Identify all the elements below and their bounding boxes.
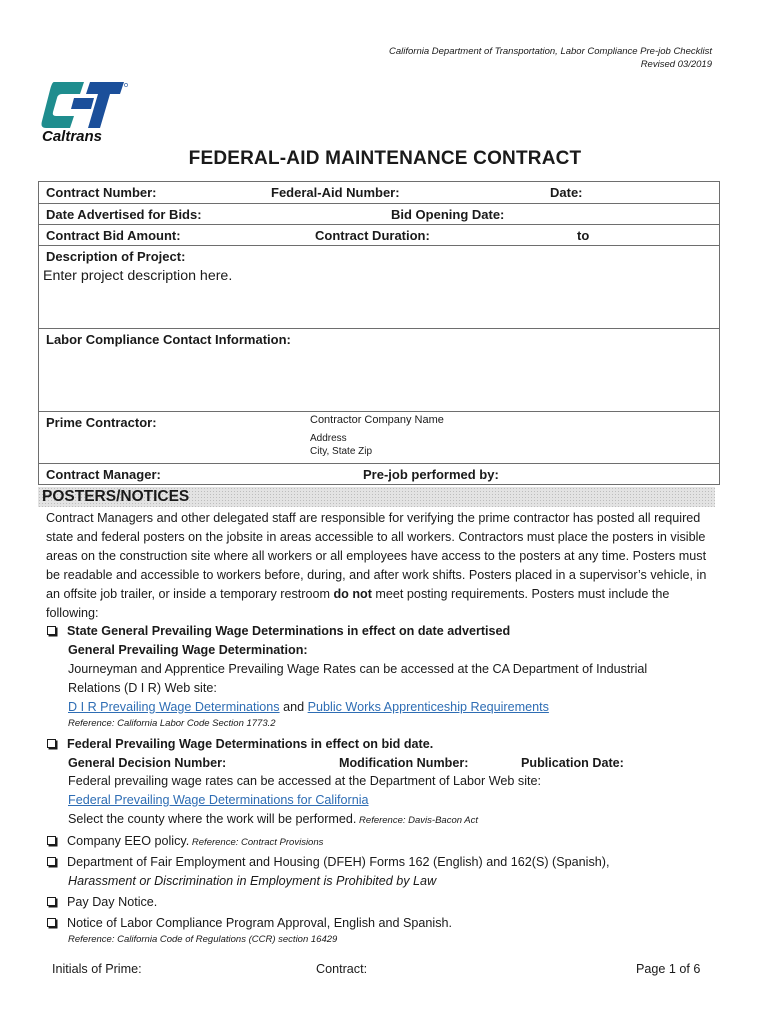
contract-bid-amount-label: Contract Bid Amount: (46, 228, 181, 243)
state-wage-title: State General Prevailing Wage Determinations in effect on date advertised (67, 624, 511, 638)
footer-contract: Contract: (316, 962, 368, 976)
row-date-advertised (39, 203, 719, 224)
caltrans-wordmark: Caltrans (42, 128, 103, 145)
intro-emphasis: do not (333, 587, 372, 601)
row-description (39, 245, 719, 328)
payday-text: Pay Day Notice. (67, 895, 158, 909)
contract-number-label: Contract Number: (46, 185, 157, 200)
contract-info-table (38, 181, 720, 485)
checkbox-dfeh[interactable] (47, 857, 56, 866)
state-wage-subtitle: General Prevailing Wage Determination: (68, 643, 308, 657)
state-wage-reference: Reference: California Labor Code Section 1773.2 (68, 718, 276, 729)
federal-wage-text-1: Federal prevailing wage rates can be accessed at the Department of Labor Web site: (68, 774, 541, 788)
row-prime-contractor (39, 411, 719, 463)
description-label: Description of Project: (46, 249, 186, 264)
date-label: Date: (550, 185, 583, 200)
header-revised: Revised 03/2019 (640, 59, 712, 70)
contract-duration-label: Contract Duration: (315, 228, 430, 243)
federal-aid-number-label: Federal-Aid Number: (271, 185, 400, 200)
davis-bacon-reference: Reference: Davis-Bacon Act (356, 815, 479, 826)
checkbox-federal-wage[interactable] (47, 739, 56, 748)
checkbox-payday[interactable] (47, 897, 56, 906)
date-advertised-label: Date Advertised for Bids: (46, 207, 202, 222)
dfeh-italic-text: Harassment or Discrimination in Employment is Prohibited by Law (68, 874, 437, 888)
links-and-text: and (279, 700, 308, 714)
contractor-company-name[interactable]: Contractor Company Name (310, 414, 444, 426)
row-contract-manager (39, 463, 719, 484)
checkbox-state-wage[interactable] (47, 626, 56, 635)
footer-page-number: Page 1 of 6 (636, 962, 701, 976)
footer-initials-of-prime: Initials of Prime: (52, 962, 142, 976)
eeo-item (67, 832, 323, 852)
prejob-performed-by-label: Pre-job performed by: (363, 467, 499, 482)
intro-text-end: meet posting requirements. Posters must include the following: (46, 587, 670, 620)
federal-wage-title: Federal Prevailing Wage Determinations in effect on bid date. (67, 737, 434, 751)
federal-wage-determinations-link[interactable]: Federal Prevailing Wage Determinations for California (68, 793, 369, 807)
general-decision-number-label: General Decision Number: (68, 756, 227, 770)
bid-opening-date-label: Bid Opening Date: (391, 207, 505, 222)
dfeh-text: Department of Fair Employment and Housing (DFEH) Forms 162 (English) and 162(S) (Spanish), (67, 855, 610, 869)
intro-text: Contract Managers and other delegated staff are responsible for verifying the prime contractor has posted all required state and federal posters on the jobsite in areas accessible to all workers. Contractors must place the posters in visible areas on the construction site where all workers or all employees have access to the posters at any time. Posters must be readable and accessible to workers before, during, and after work shifts. Posters placed in a supervisor’s vehicle, in an offsite job trailer, or inside a temporary restroom (46, 511, 707, 601)
eeo-reference: Reference: Contract Provisions (189, 837, 324, 848)
federal-wage-text-2 (68, 810, 478, 830)
contractor-city-state-zip[interactable]: City, State Zip (310, 446, 373, 457)
lcp-reference: Reference: California Code of Regulations (CCR) section 16429 (68, 934, 338, 945)
checkbox-lcp[interactable] (47, 918, 56, 927)
labor-contact-label: Labor Compliance Contact Information: (46, 332, 291, 347)
checkbox-eeo[interactable] (47, 836, 56, 845)
caltrans-logo (40, 76, 132, 148)
row-labor-contact (39, 328, 719, 411)
row-contract-number (39, 182, 719, 203)
state-wage-text-2: Relations (D I R) Web site: (68, 681, 217, 695)
duration-to-label: to (577, 228, 590, 243)
description-input[interactable]: Enter project description here. (43, 268, 233, 284)
prime-contractor-label: Prime Contractor: (46, 415, 157, 430)
state-wage-text-1: Journeyman and Apprentice Prevailing Wage Rates can be accessed at the CA Department of Industrial (68, 662, 648, 676)
publication-date-label: Publication Date: (521, 756, 624, 770)
county-instruction: Select the county where the work will be performed. (68, 812, 357, 826)
apprenticeship-requirements-link[interactable]: Public Works Apprenticeship Requirements (307, 700, 549, 714)
document-header (389, 45, 712, 71)
page-title: FEDERAL-AID MAINTENANCE CONTRACT (188, 148, 582, 169)
contract-manager-label: Contract Manager: (46, 467, 161, 482)
row-bid-amount (39, 224, 719, 245)
contractor-address[interactable]: Address (310, 433, 347, 444)
eeo-text: Company EEO policy. (67, 834, 190, 848)
lcp-text: Notice of Labor Compliance Program Approval, English and Spanish. (67, 916, 453, 930)
posters-intro-paragraph (46, 509, 714, 623)
section-title-posters: POSTERS/NOTICES (42, 488, 190, 505)
dir-wage-determinations-link[interactable]: D I R Prevailing Wage Determinations (68, 700, 280, 714)
modification-number-label: Modification Number: (339, 756, 469, 770)
header-line-1: California Department of Transportation, Labor Compliance Pre-job Checklist (389, 46, 712, 57)
